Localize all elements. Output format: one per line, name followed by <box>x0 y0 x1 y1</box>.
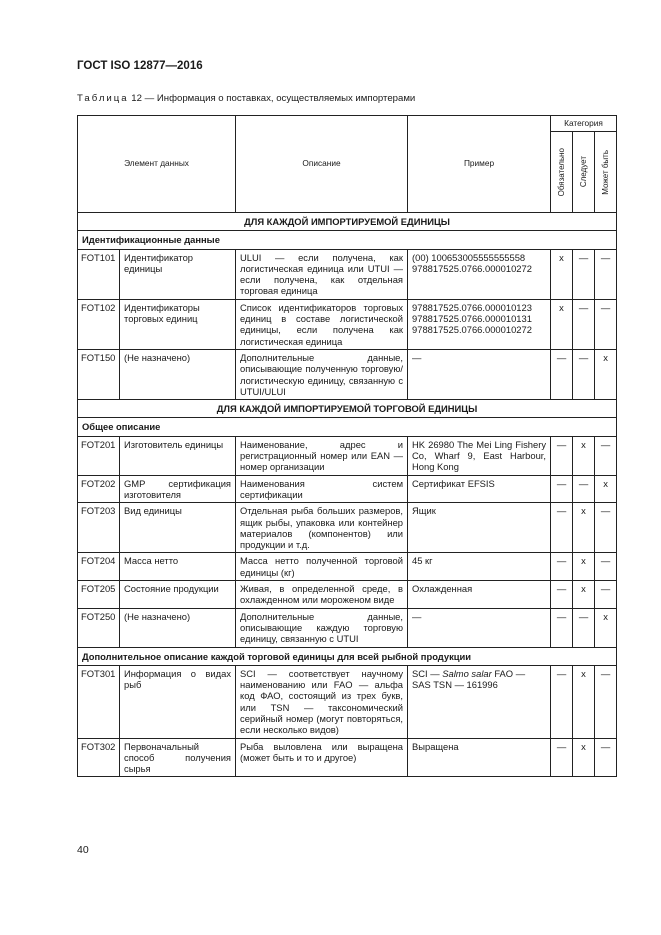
row-mandatory: — <box>551 503 573 553</box>
row-mandatory: — <box>551 349 573 399</box>
row-should: x <box>573 665 595 738</box>
row-should: x <box>573 738 595 777</box>
table-row <box>78 299 617 349</box>
row-may: — <box>595 503 617 553</box>
row-code: FOT150 <box>78 349 120 399</box>
row-may: — <box>595 581 617 609</box>
row-example: — <box>408 349 551 399</box>
row-description: SCI — соответствует научному наименованию или FAO — альфа код ФАО, состоящий из трех букв, или TSN — таксономический серийный номер (могут повторяться, если несколько видов) <box>236 665 408 738</box>
table-row <box>78 503 617 553</box>
row-should: x <box>573 436 595 475</box>
row-name: GMP сертификация изготовителя <box>120 475 236 503</box>
group-title: Общее описание <box>78 418 617 436</box>
document-header: ГОСТ ISO 12877—2016 <box>77 60 203 72</box>
col-may-label: Может быть <box>600 149 610 195</box>
table-row <box>78 738 617 777</box>
table-row <box>78 349 617 399</box>
row-name: (Не назначено) <box>120 608 236 647</box>
row-description: Масса нетто полученной торговой единицы (кг) <box>236 553 408 581</box>
group-title: Идентификационные данные <box>78 231 617 249</box>
table-row <box>78 475 617 503</box>
row-code: FOT205 <box>78 581 120 609</box>
row-example: Выращена <box>408 738 551 777</box>
row-name: (Не назначено) <box>120 349 236 399</box>
table-row <box>78 665 617 738</box>
row-description: Живая, в определенной среде, в охлажденном или мороженом виде <box>236 581 408 609</box>
row-mandatory: — <box>551 436 573 475</box>
row-description: Отдельная рыба больших размеров, ящик рыбы, упаковка или контейнер материалов (компонентов) или продукции и т.д. <box>236 503 408 553</box>
row-may: x <box>595 608 617 647</box>
col-should-label: Следует <box>578 156 588 188</box>
table-row <box>78 249 617 299</box>
example-latin-name: Salmo salar <box>442 667 492 679</box>
row-should: x <box>573 503 595 553</box>
group-title: Дополнительное описание каждой торговой единицы для всей рыбной продукции <box>78 647 617 665</box>
row-mandatory: — <box>551 581 573 609</box>
row-code: FOT202 <box>78 475 120 503</box>
row-should: — <box>573 299 595 349</box>
example-sci-prefix: SCI — <box>412 667 443 679</box>
row-name: Вид единицы <box>120 503 236 553</box>
row-mandatory: x <box>551 299 573 349</box>
row-mandatory: — <box>551 738 573 777</box>
row-mandatory: — <box>551 665 573 738</box>
row-example: 978817525.0766.000010123 978817525.0766.000010131 978817525.0766.000010272 <box>408 299 551 349</box>
row-code: FOT203 <box>78 503 120 553</box>
row-description: Наименование, адрес и регистрационный номер или EAN — номер организации <box>236 436 408 475</box>
row-name: Изготовитель единицы <box>120 436 236 475</box>
row-name: Идентификатор единицы <box>120 249 236 299</box>
col-category: Категория <box>551 116 617 132</box>
row-should: — <box>573 608 595 647</box>
row-should: — <box>573 249 595 299</box>
row-description: ULUI — если получена, как логистическая единица или UTUI — если получена, как отдельная торговая единица <box>236 249 408 299</box>
section-title: ДЛЯ КАЖДОЙ ИМПОРТИРУЕМОЙ ТОРГОВОЙ ЕДИНИЦЫ <box>78 400 617 418</box>
row-description: Список идентификаторов торговых единиц в составе логистической единицы, если получена как логистическая единица <box>236 299 408 349</box>
caption-text: — Информация о поставках, осуществляемых импортерами <box>144 93 416 104</box>
row-name: Информация о видах рыб <box>120 665 236 738</box>
row-may: — <box>595 738 617 777</box>
row-should: — <box>573 349 595 399</box>
row-description: Наименования систем сертификации <box>236 475 408 503</box>
col-mandatory-label: Обязательно <box>556 147 566 197</box>
row-should: x <box>573 553 595 581</box>
row-may: x <box>595 475 617 503</box>
table-row <box>78 436 617 475</box>
row-code: FOT102 <box>78 299 120 349</box>
row-example: Ящик <box>408 503 551 553</box>
row-example: HK 26980 The Mei Ling Fishery Co, Wharf 9, East Harbour, Hong Kong <box>408 436 551 475</box>
row-description: Дополнительные данные, описывающие каждую торговую единицу, связанную с UTUI <box>236 608 408 647</box>
row-example <box>408 665 551 738</box>
row-code: FOT302 <box>78 738 120 777</box>
row-mandatory: — <box>551 475 573 503</box>
section-title: ДЛЯ КАЖДОЙ ИМПОРТИРУЕМОЙ ЕДИНИЦЫ <box>78 213 617 231</box>
row-name: Первоначальный способ получения сырья <box>120 738 236 777</box>
caption-number: 12 <box>131 93 142 104</box>
col-element: Элемент данных <box>78 116 236 213</box>
row-example: Охлажденная <box>408 581 551 609</box>
row-may: x <box>595 349 617 399</box>
row-description: Рыба выловлена или выращена (может быть и то и другое) <box>236 738 408 777</box>
row-name: Состояние продукции <box>120 581 236 609</box>
col-should <box>573 132 595 213</box>
row-mandatory: — <box>551 608 573 647</box>
row-example: Сертификат EFSIS <box>408 475 551 503</box>
row-should: — <box>573 475 595 503</box>
row-example: — <box>408 608 551 647</box>
row-may: — <box>595 665 617 738</box>
row-may: — <box>595 299 617 349</box>
row-code: FOT301 <box>78 665 120 738</box>
col-may <box>595 132 617 213</box>
col-mandatory <box>551 132 573 213</box>
row-code: FOT201 <box>78 436 120 475</box>
table-row <box>78 608 617 647</box>
row-mandatory: x <box>551 249 573 299</box>
row-code: FOT204 <box>78 553 120 581</box>
row-name: Масса нетто <box>120 553 236 581</box>
imports-table <box>77 115 617 777</box>
page-number: 40 <box>77 844 89 856</box>
row-code: FOT250 <box>78 608 120 647</box>
row-example: (00) 100653005555555558 978817525.0766.000010272 <box>408 249 551 299</box>
row-description: Дополнительные данные, описывающие полученную торговую/логистическую единицу, связанную с UTUI/ULUI <box>236 349 408 399</box>
row-name: Идентификаторы торговых единиц <box>120 299 236 349</box>
table-caption <box>77 93 415 104</box>
col-example: Пример <box>408 116 551 213</box>
row-code: FOT101 <box>78 249 120 299</box>
col-description: Описание <box>236 116 408 213</box>
row-example: 45 кг <box>408 553 551 581</box>
row-mandatory: — <box>551 553 573 581</box>
row-may: — <box>595 553 617 581</box>
row-may: — <box>595 436 617 475</box>
row-should: x <box>573 581 595 609</box>
row-may: — <box>595 249 617 299</box>
caption-label: Таблица <box>77 93 129 104</box>
example-codes: FAO — SAS TSN — 161996 <box>412 667 526 691</box>
table-row <box>78 553 617 581</box>
table-row <box>78 581 617 609</box>
